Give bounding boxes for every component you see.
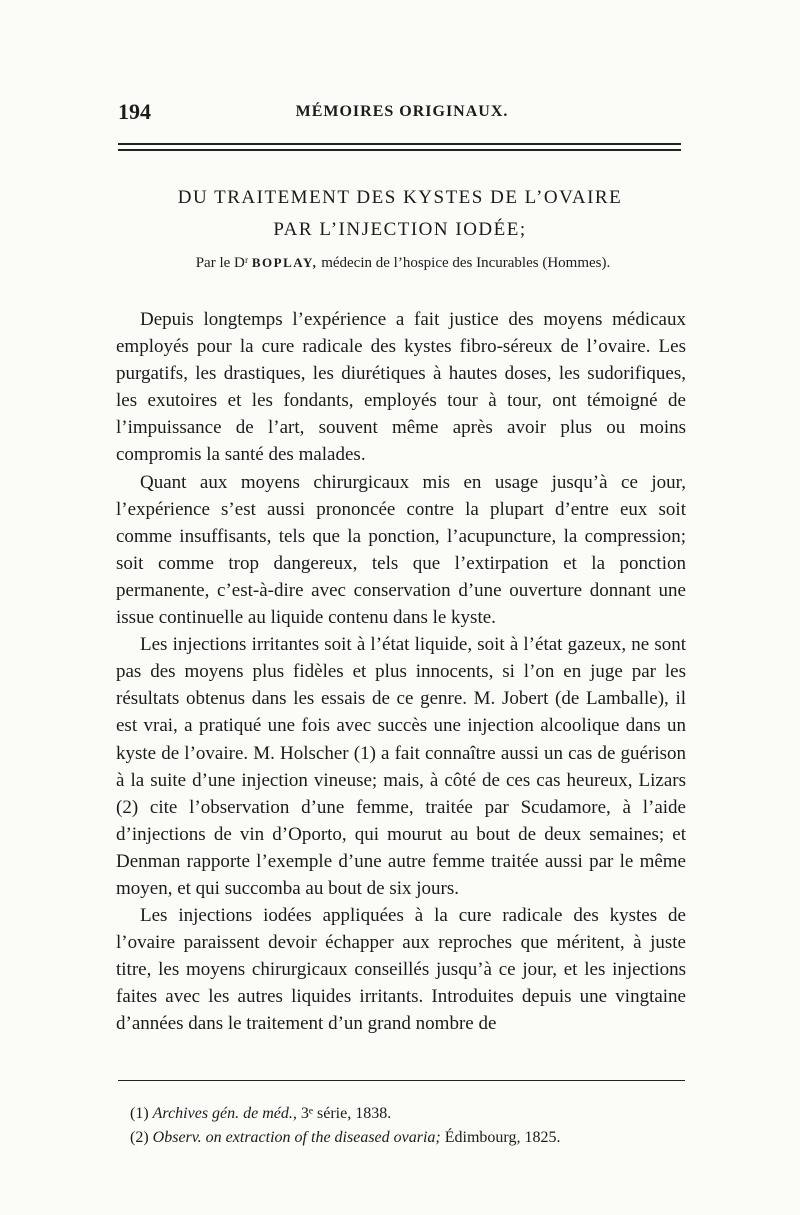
byline bbox=[108, 255, 698, 272]
footnote-marker: (2) bbox=[130, 1129, 149, 1146]
byline-suffix: médecin de l’hospice des Incurables (Hommes). bbox=[321, 255, 611, 271]
footnote bbox=[130, 1126, 690, 1150]
running-head bbox=[118, 99, 686, 129]
paragraph: Les injections irritantes soit à l’état liquide, soit à l’état gazeux, ne sont pas des moyens plus fidèles et plus innocents, si l’on en juge par les résultats obtenus dans les essais de ce genre. M. Jobert (de Lamballe), il est vrai, a pratiqué une fois avec succès une injection alcoolique dans un kyste de l’ovaire. M. Holscher (1) a fait connaître aussi un cas de guérison à la suite d’une injection vineuse; mais, à côté de ces cas heureux, Lizars (2) cite l’observation d’une femme, traitée par Scudamore, à l’aide d’injections de vin d’Oporto, qui mourut au bout de deux semaines; et Denman rapporte l’exemple d’une autre femme traitée aussi par le même moyen, et qui succomba au bout de six jours. bbox=[116, 634, 686, 899]
paragraph: Depuis longtemps l’expérience a fait justice des moyens médicaux employés pour la cure radicale des kystes fibro-séreux de l’ovaire. Les purgatifs, les drastiques, les diurétiques à hautes doses, les sudorifiques, les exutoires et les fondants, employés tour à tour, ont témoigné de l’impuissance de l’art, souvent même après avoir plus ou moins compromis la santé des malades. bbox=[116, 309, 686, 466]
footnote-source: Archives gén. de méd., bbox=[152, 1105, 297, 1122]
footnote-source: Observ. on extraction of the diseased ovaria; bbox=[152, 1129, 441, 1146]
author-name: BOPLAY, bbox=[251, 255, 318, 270]
footnote-detail: 3ᵉ série, 1838. bbox=[296, 1105, 392, 1122]
paragraph: Quant aux moyens chirurgicaux mis en usage jusqu’à ce jour, l’expérience s’est aussi prononcée contre la plupart d’entre eux soit comme insuffisants, tels que la ponction, l’acupuncture, la compression; soit comme trop dangereux, tels que l’extirpation et la ponction permanente, c’est-à-dire avec conservation d’une ouverture donnant une issue continuelle au liquide contenu dans le kyste. bbox=[116, 471, 686, 629]
footnote-rule bbox=[118, 1080, 685, 1081]
article-title-line-1: DU TRAITEMENT DES KYSTES DE L’OVAIRE bbox=[177, 187, 623, 208]
header-double-rule bbox=[118, 143, 681, 151]
footnote-detail: Édimbourg, 1825. bbox=[440, 1129, 561, 1146]
article-title bbox=[120, 182, 680, 246]
page-number: 194 bbox=[118, 99, 151, 124]
body-text bbox=[116, 306, 686, 1038]
paragraph: Les injections iodées appliquées à la cure radicale des kystes de l’ovaire paraissent devoir échapper aux reproches que méritent, à juste titre, les moyens chirurgicaux conseillés jusqu’à ce jour, et les injections faites avec les autres liquides irritants. Introduites depuis une vingtaine d’années dans le traitement d’un grand nombre de bbox=[116, 905, 686, 1035]
byline-prefix: Par le Dʳ bbox=[195, 255, 249, 271]
footnote-marker: (1) bbox=[130, 1105, 149, 1122]
running-title: MÉMOIRES ORIGINAUX. bbox=[295, 103, 509, 120]
article-title-line-2: PAR L’INJECTION IODÉE; bbox=[273, 219, 527, 240]
footnotes bbox=[130, 1102, 690, 1150]
footnote bbox=[130, 1102, 690, 1126]
